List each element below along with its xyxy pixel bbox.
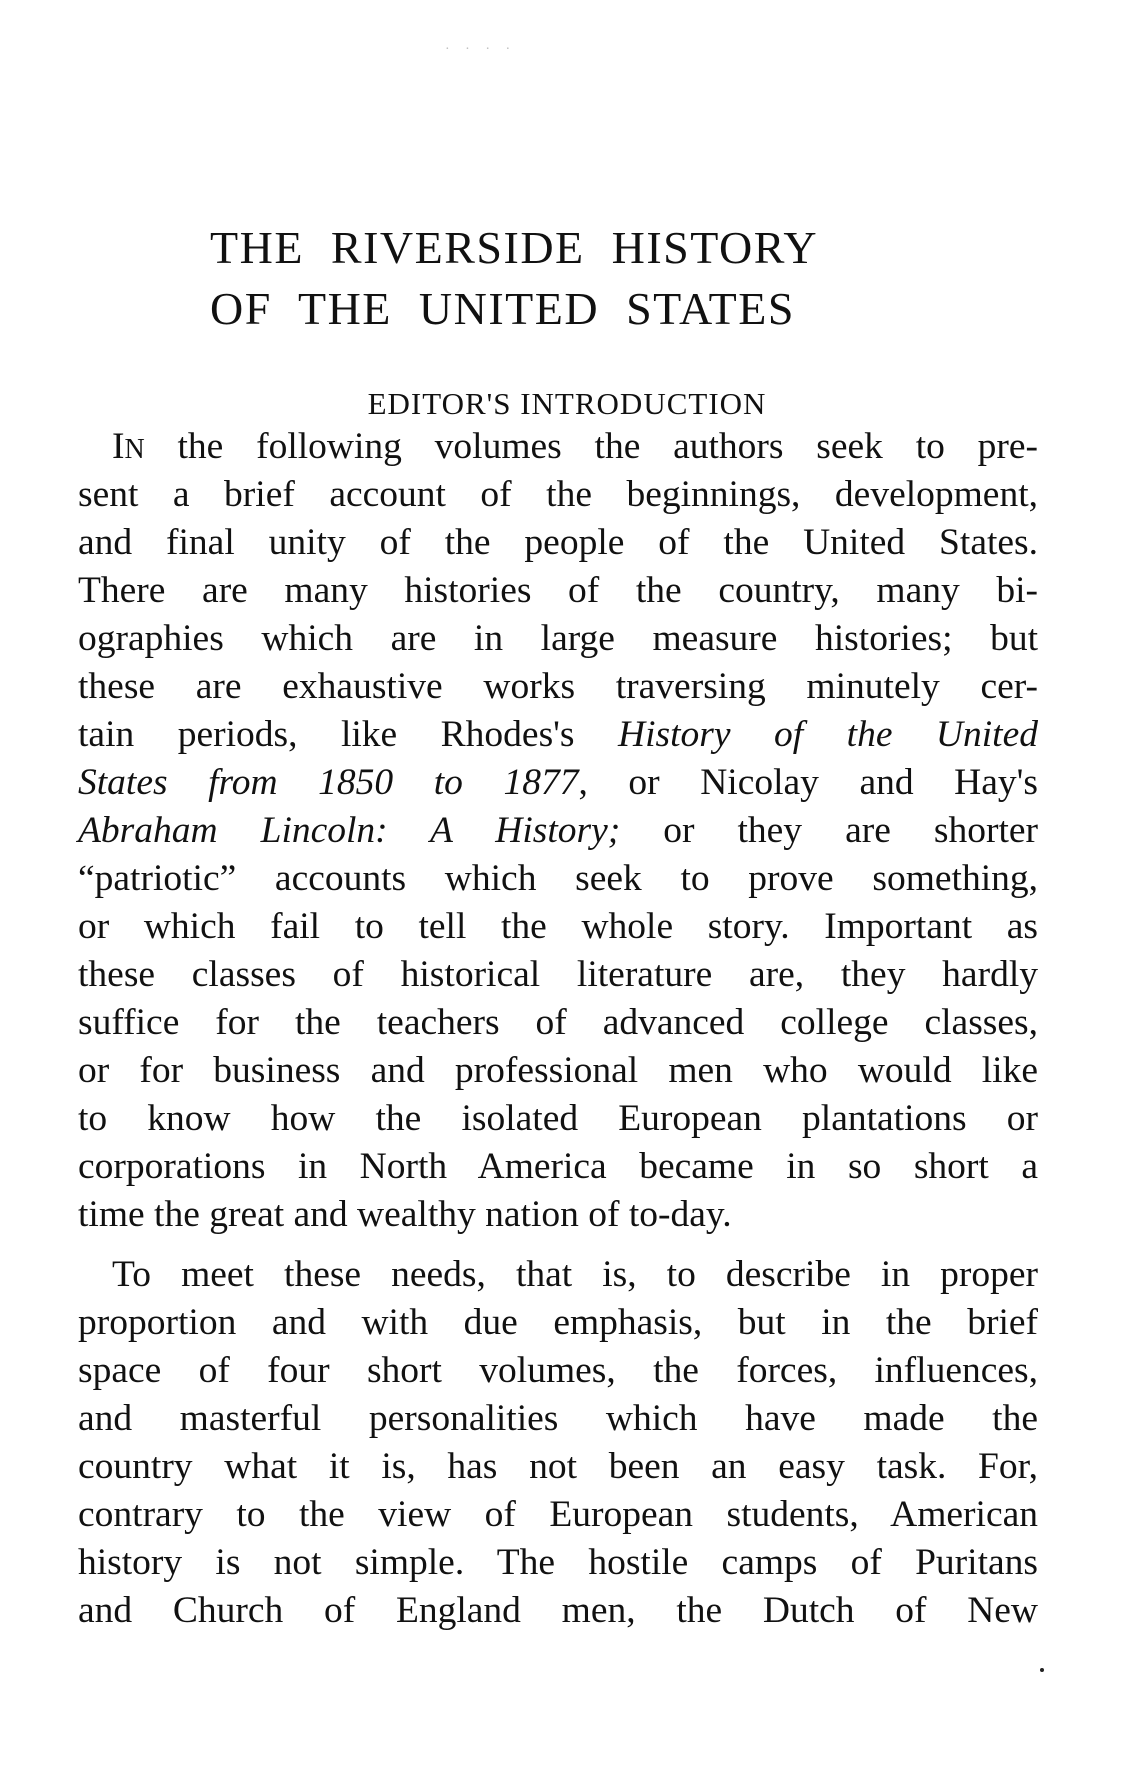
paragraph-1-line-12: these classes of historical literature are, they hardly — [78, 954, 1038, 995]
paragraph-2-line-8: and Church of England men, the Dutch of New — [78, 1590, 1038, 1631]
paragraph-2-line-2: proportion and with due emphasis, but in the brief — [78, 1302, 1038, 1343]
paragraph-1-line-9: Abraham Lincoln: A History; or they are shorter — [78, 810, 1038, 851]
paragraph-1-line-14: or for business and professional men who would like — [78, 1050, 1038, 1091]
paragraph-2-line-7: history is not simple. The hostile camps of Puritans — [78, 1542, 1038, 1583]
print-smudge: · · · · — [445, 42, 517, 57]
section-heading: EDITOR'S INTRODUCTION — [367, 386, 767, 421]
paragraph-1-line-16: corporations in North America became in so short a — [78, 1146, 1038, 1187]
paragraph-1-line-15: to know how the isolated European plantations or — [78, 1098, 1038, 1139]
paragraph-2-line-1: To meet these needs, that is, to describe in proper — [112, 1254, 1038, 1295]
book-title-line-2: OF THE UNITED STATES — [210, 283, 795, 334]
paragraph-1-line-11: or which fail to tell the whole story. Important as — [78, 906, 1038, 947]
paragraph-1-line-1 — [112, 428, 1038, 466]
ink-speck — [1040, 1668, 1044, 1672]
drop-cap-rest: N — [124, 434, 145, 465]
paragraph-1-line-4: There are many histories of the country, many bi- — [78, 570, 1038, 611]
paragraph-1-line-5: ographies which are in large measure histories; but — [78, 618, 1038, 659]
paragraph-2-line-5: country what it is, has not been an easy task. For, — [78, 1446, 1038, 1487]
paragraph-2-line-4: and masterful personalities which have made the — [78, 1398, 1038, 1439]
paragraph-2-line-3: space of four short volumes, the forces, influences, — [78, 1350, 1038, 1391]
paragraph-1-line-10: “patriotic” accounts which seek to prove something, — [78, 858, 1038, 899]
book-title-line-1: THE RIVERSIDE HISTORY — [210, 222, 819, 273]
paragraph-1-line-17: time the great and wealthy nation of to-day. — [78, 1194, 732, 1235]
paragraph-1-line-1-text: the following volumes the authors seek to pre- — [144, 426, 1038, 467]
paragraph-1-line-13: suffice for the teachers of advanced college classes, — [78, 1002, 1038, 1043]
paragraph-1-line-3: and final unity of the people of the United States. — [78, 522, 1038, 563]
paragraph-1-line-7: tain periods, like Rhodes's History of the United — [78, 714, 1039, 755]
drop-cap: I — [112, 426, 125, 467]
paragraph-1-line-2: sent a brief account of the beginnings, development, — [78, 474, 1038, 515]
paragraph-2-line-6: contrary to the view of European students, American — [78, 1494, 1038, 1535]
paragraph-1-line-8: States from 1850 to 1877, or Nicolay and Hay's — [78, 762, 1038, 803]
paragraph-1-line-6: these are exhaustive works traversing minutely cer- — [78, 666, 1038, 707]
